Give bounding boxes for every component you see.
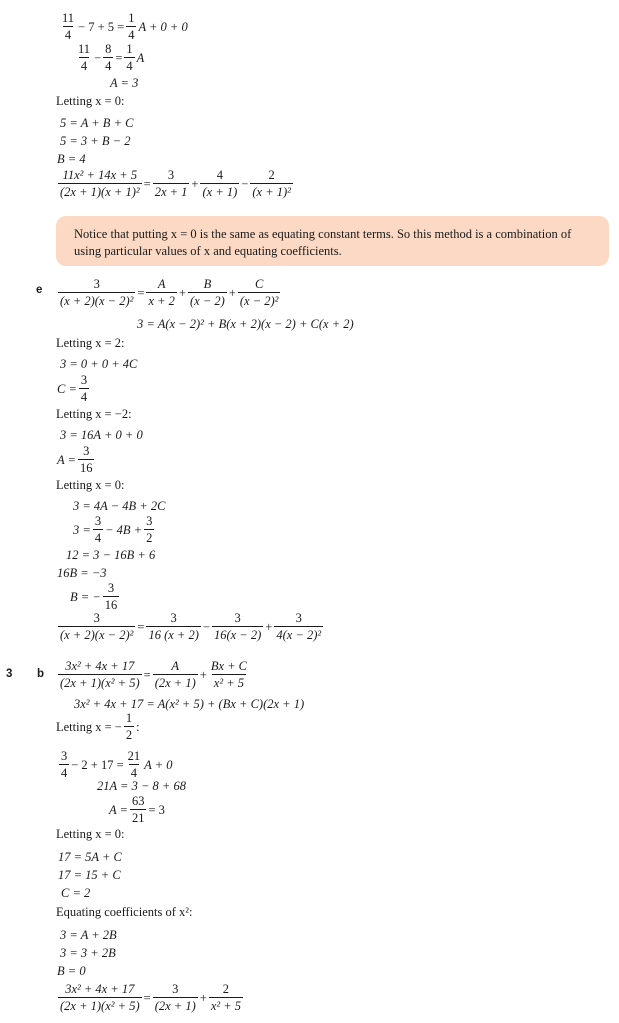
fraction [274, 612, 323, 642]
expression: A [136, 50, 145, 65]
operator: + [178, 285, 186, 300]
fraction [126, 750, 143, 780]
expression: − 7 + 5 = [78, 19, 125, 34]
denominator: (x − 2) [189, 294, 225, 309]
numerator: 3 [80, 373, 88, 387]
numerator: 3 [83, 444, 90, 458]
numerator: B [203, 277, 212, 291]
numerator: 3 [107, 581, 115, 595]
numerator: 3 [167, 168, 175, 182]
denominator: x + 2 [148, 294, 175, 309]
denominator: 4 [80, 59, 88, 74]
numerator: 3x² + 4x + 17 [65, 659, 135, 673]
numerator: 3 [170, 611, 177, 625]
step-text: Letting x = −2: [56, 407, 132, 421]
fraction [58, 612, 135, 642]
equation-line: 3 = 0 + 0 + 4C [60, 357, 138, 371]
fraction [124, 43, 134, 73]
fraction [76, 43, 92, 73]
fraction [60, 12, 76, 42]
fraction [130, 795, 147, 825]
fraction [78, 445, 95, 475]
denominator: 16 (x + 2) [148, 628, 199, 643]
equation-line [73, 515, 156, 545]
denominator: 4 [64, 28, 72, 43]
step-text: Letting x = 0: [56, 478, 125, 492]
operator: − [241, 176, 249, 191]
part-label: e [36, 284, 43, 296]
part-label: b [37, 668, 45, 680]
numerator: A [171, 659, 180, 673]
numerator: 2 [268, 168, 275, 182]
setup-equation [56, 660, 251, 690]
equation-line: 3 = 4A − 4B + 2C [73, 499, 166, 513]
fraction [146, 612, 200, 642]
numerator: C [254, 277, 264, 291]
denominator: (x + 1)² [252, 185, 291, 200]
fraction [153, 983, 198, 1013]
fraction [238, 278, 281, 308]
denominator: 2 [146, 531, 153, 546]
denominator: 2x + 1 [154, 185, 188, 200]
denominator: 16 [104, 598, 118, 613]
fraction [58, 660, 142, 690]
equation-line [70, 582, 121, 612]
numerator: 2 [222, 982, 230, 996]
fraction [58, 983, 142, 1013]
equals: = [143, 176, 151, 191]
denominator: (2x + 1) [154, 999, 196, 1014]
expression: : [136, 719, 140, 734]
numerator: 11 [78, 42, 91, 56]
numerator: 1 [128, 11, 135, 25]
operator: + [265, 619, 273, 634]
fraction [209, 983, 243, 1013]
denominator: 21 [131, 811, 145, 826]
denominator: 4 [94, 531, 102, 546]
equals: = [137, 285, 145, 300]
expression: C = [57, 381, 77, 396]
expression: − 4B + [105, 522, 143, 537]
fraction [250, 169, 293, 199]
denominator: (x + 1) [202, 185, 238, 200]
question-number: 3 [6, 668, 13, 680]
equation-line [74, 43, 144, 73]
numerator: 11 [62, 11, 75, 25]
denominator: 4 [126, 59, 133, 74]
numerator: 4 [216, 168, 224, 182]
expression: B = − [70, 589, 101, 604]
result-equation [56, 983, 245, 1013]
fraction [58, 169, 142, 199]
step-text: Letting x = 0: [56, 827, 125, 841]
denominator: (2x + 1)(x + 1)² [60, 185, 140, 200]
expression: A + 0 [144, 757, 173, 772]
equals: = [143, 667, 151, 682]
equation-line: 21A = 3 − 8 + 68 [97, 779, 186, 793]
setup-equation [56, 278, 282, 308]
note-callout [56, 216, 609, 266]
equation-line: 5 = A + B + C [60, 116, 134, 130]
numerator: 3 [94, 514, 102, 528]
numerator: 3 [93, 611, 100, 625]
fraction [153, 660, 198, 690]
expression: A = [57, 452, 76, 467]
numerator: 11x² + 14x + 5 [62, 168, 138, 182]
fraction [103, 43, 113, 73]
operator: + [228, 285, 236, 300]
fraction [146, 278, 176, 308]
equation-line [57, 750, 173, 780]
denominator: (2x + 1) [154, 676, 196, 691]
numerator: 3x² + 4x + 17 [65, 982, 135, 996]
equation-line [57, 374, 91, 404]
equals: = [143, 990, 151, 1005]
equation-line: C = 2 [61, 886, 91, 900]
denominator: 16(x − 2) [213, 628, 262, 643]
step-text: Equating coefficients of x²: [56, 905, 193, 919]
step-text: Letting x = 2: [56, 336, 125, 350]
denominator: (x − 2)² [239, 294, 279, 309]
equation-line: 5 = 3 + B − 2 [60, 134, 131, 148]
denominator: (2x + 1)(x² + 5) [60, 676, 140, 691]
denominator: 16 [79, 461, 93, 476]
fraction [124, 712, 134, 742]
step-text: Letting x = 0: [56, 94, 125, 108]
result-equation [56, 169, 295, 199]
note-text: Notice that putting x = 0 is the same as equating constant terms. So this method is a combination of using particular values of x and equating coefficients. [74, 227, 572, 258]
operator: = [115, 50, 123, 65]
numerator: 8 [105, 42, 112, 56]
expression: Letting x = − [56, 719, 122, 734]
numerator: 3 [234, 611, 241, 625]
fraction [79, 374, 89, 404]
result-equation [56, 612, 325, 642]
expression: − 2 + 17 = [71, 757, 124, 772]
denominator: (x + 2)(x − 2)² [60, 294, 134, 309]
equation-line [58, 12, 188, 42]
denominator: 2 [125, 728, 133, 743]
numerator: 3 [146, 514, 153, 528]
fraction [103, 582, 120, 612]
denominator: x² + 5 [213, 676, 245, 691]
numerator: 63 [131, 794, 145, 808]
equation-line: B = 0 [57, 964, 86, 978]
equation-line: B = 4 [57, 152, 86, 166]
operator: + [199, 667, 207, 682]
denominator: 4 [130, 766, 138, 781]
expression: = 3 [148, 802, 165, 817]
expression: 3 = [73, 522, 91, 537]
fraction [59, 750, 69, 780]
equation-line: 16B = −3 [57, 566, 107, 580]
identity-equation: 3 = A(x − 2)² + B(x + 2)(x − 2) + C(x + 2) [137, 317, 354, 331]
numerator: 1 [125, 711, 133, 725]
denominator: 4 [61, 766, 68, 781]
numerator: 3 [295, 611, 302, 625]
operator: − [202, 619, 210, 634]
numerator: 21 [127, 749, 141, 763]
equation-line: 17 = 15 + C [58, 868, 121, 882]
fraction [93, 515, 103, 545]
equation-line: 12 = 3 − 16B + 6 [66, 548, 156, 562]
numerator: 3 [93, 277, 100, 291]
identity-equation: 3x² + 4x + 17 = A(x² + 5) + (Bx + C)(2x + 1) [74, 697, 305, 711]
fraction [188, 278, 227, 308]
operator: + [199, 990, 207, 1005]
operator: + [191, 176, 199, 191]
denominator: x² + 5 [210, 999, 242, 1014]
fraction [153, 169, 190, 199]
fraction [144, 515, 154, 545]
equation-line: A = 3 [110, 76, 139, 90]
numerator: 3 [61, 749, 68, 763]
equation-line [57, 445, 96, 475]
denominator: 4 [105, 59, 112, 74]
denominator: (2x + 1)(x² + 5) [60, 999, 140, 1014]
operator: − [94, 50, 102, 65]
fraction [212, 612, 263, 642]
numerator: A [157, 277, 166, 291]
expression: A = [109, 802, 128, 817]
equation-line: 17 = 5A + C [58, 850, 122, 864]
denominator: (x + 2)(x − 2)² [60, 628, 134, 643]
equation-line: 3 = A + 2B [60, 928, 117, 942]
denominator: 4 [128, 28, 135, 43]
numerator: 1 [126, 42, 133, 56]
numerator: Bx + C [210, 659, 248, 673]
fraction [200, 169, 239, 199]
equation-line: 3 = 3 + 2B [60, 946, 116, 960]
fraction [209, 660, 249, 690]
denominator: 4(x − 2)² [276, 628, 322, 643]
equation-line: 3 = 16A + 0 + 0 [60, 428, 143, 442]
fraction [58, 278, 135, 308]
expression: A + 0 + 0 [138, 19, 188, 34]
equals: = [137, 619, 145, 634]
step-text [56, 712, 140, 742]
equation-line [109, 795, 165, 825]
denominator: 4 [80, 390, 88, 405]
numerator: 3 [172, 982, 179, 996]
fraction [126, 12, 136, 42]
